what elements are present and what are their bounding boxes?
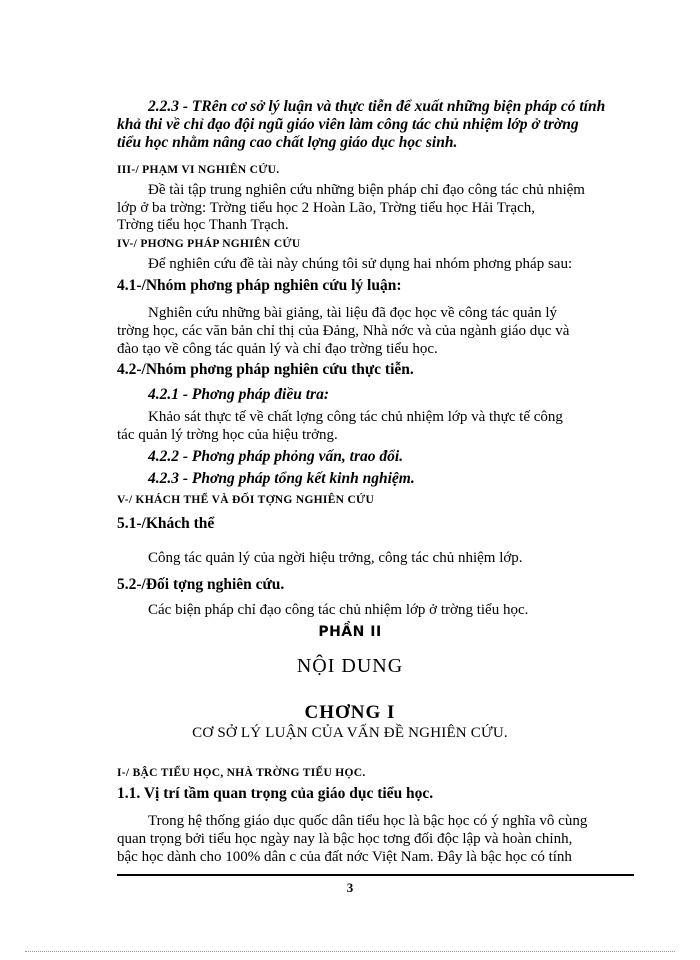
subsection-422-heading: 4.2.2 - Phơng pháp phỏng vấn, trao đổi. — [148, 448, 404, 465]
section-3-line3: Trờng tiểu học Thanh Trạch. — [117, 217, 289, 233]
section-5-heading: V-/ KHÁCH THỂ VÀ ĐỐI TỢNG NGHIÊN CỨU — [117, 494, 375, 506]
chapter-title: CƠ SỞ LÝ LUẬN CỦA VẤN ĐỀ NGHIÊN CỨU. — [192, 725, 508, 741]
subsection-11-heading: 1.1. Vị trí tầm quan trọng của giáo dục tiểu học. — [117, 785, 434, 802]
section-41-line3: đào tạo về công tác quản lý và chỉ đạo trờng tiểu học. — [117, 341, 438, 357]
section-421-line1: Khảo sát thực tế về chất lợng công tác chủ nhiệm lớp và thực tế công — [148, 409, 563, 425]
section-I-heading: I-/ BẬC TIỂU HỌC, NHÀ TRỜNG TIỂU HỌC. — [117, 767, 366, 779]
section-11-line2: quan trọng bởi tiểu học ngày nay là bậc học tơng đối độc lập và hoàn chỉnh, — [117, 831, 573, 847]
section-4-intro: Để nghiên cứu đề tài này chúng tôi sử dụng hai nhóm phơng pháp sau: — [148, 256, 573, 272]
page-bottom-border — [25, 951, 675, 952]
section-4-heading: IV-/ PHƠNG PHÁP NGHIÊN CỨU — [117, 238, 301, 250]
subsection-421-heading: 4.2.1 - Phơng pháp điều tra: — [148, 386, 329, 403]
section-52-text: Các biện pháp chỉ đạo công tác chủ nhiệm lớp ở trờng tiểu học. — [148, 602, 529, 618]
section-11-line1: Trong hệ thống giáo dục quốc dân tiểu học là bậc học có ý nghĩa vô cùng — [148, 813, 588, 829]
section-41-line1: Nghiên cứu những bài giảng, tài liệu đã đọc học về công tác quản lý — [148, 305, 558, 321]
page-number: 3 — [346, 880, 354, 895]
section-11-line3: bậc học dành cho 100% dân c của đất nớc Việt Nam. Đây là bậc học có tính — [117, 849, 572, 865]
subsection-423-heading: 4.2.3 - Phơng pháp tổng kết kinh nghiệm. — [148, 470, 415, 487]
section-3-line1: Đề tài tập trung nghiên cứu những biện pháp chỉ đạo công tác chủ nhiệm — [148, 182, 585, 198]
section-223-line2: khả thi về chỉ đạo đội ngũ giáo viên làm công tác chủ nhiệm lớp ở trờng — [117, 116, 579, 133]
section-223-line1: 2.2.3 - TRên cơ sở lý luận và thực tiễn để xuất những biện pháp có tính — [148, 98, 606, 115]
section-41-line2: trờng học, các văn bản chỉ thị của Đảng, Nhà nớc và của ngành giáo dục và — [117, 323, 570, 339]
section-223-line3: tiểu học nhằm nâng cao chất lợng giáo dục học sinh. — [117, 134, 458, 151]
part-title: NỘI DUNG — [296, 655, 404, 677]
section-421-line2: tác quản lý trờng học của hiệu trởng. — [117, 427, 338, 443]
part-label: PHẦN II — [318, 624, 382, 640]
footer-rule — [117, 874, 634, 876]
section-3-heading: III-/ PHẠM VI NGHIÊN CỨU. — [117, 164, 280, 176]
section-3-line2: lớp ở ba trờng: Trờng tiểu học 2 Hoàn Lão, Trờng tiểu học Hải Trạch, — [117, 200, 535, 216]
section-51-text: Công tác quản lý của ngời hiệu trởng, công tác chủ nhiệm lớp. — [148, 550, 523, 566]
subsection-51-heading: 5.1-/Khách thể — [117, 515, 215, 532]
subsection-42-heading: 4.2-/Nhóm phơng pháp nghiên cứu thực tiễn. — [117, 361, 414, 378]
subsection-41-heading: 4.1-/Nhóm phơng pháp nghiên cứu lý luận: — [117, 277, 402, 294]
subsection-52-heading: 5.2-/Đối tợng nghiên cứu. — [117, 576, 285, 593]
chapter-label: CHƠNG I — [304, 702, 396, 723]
